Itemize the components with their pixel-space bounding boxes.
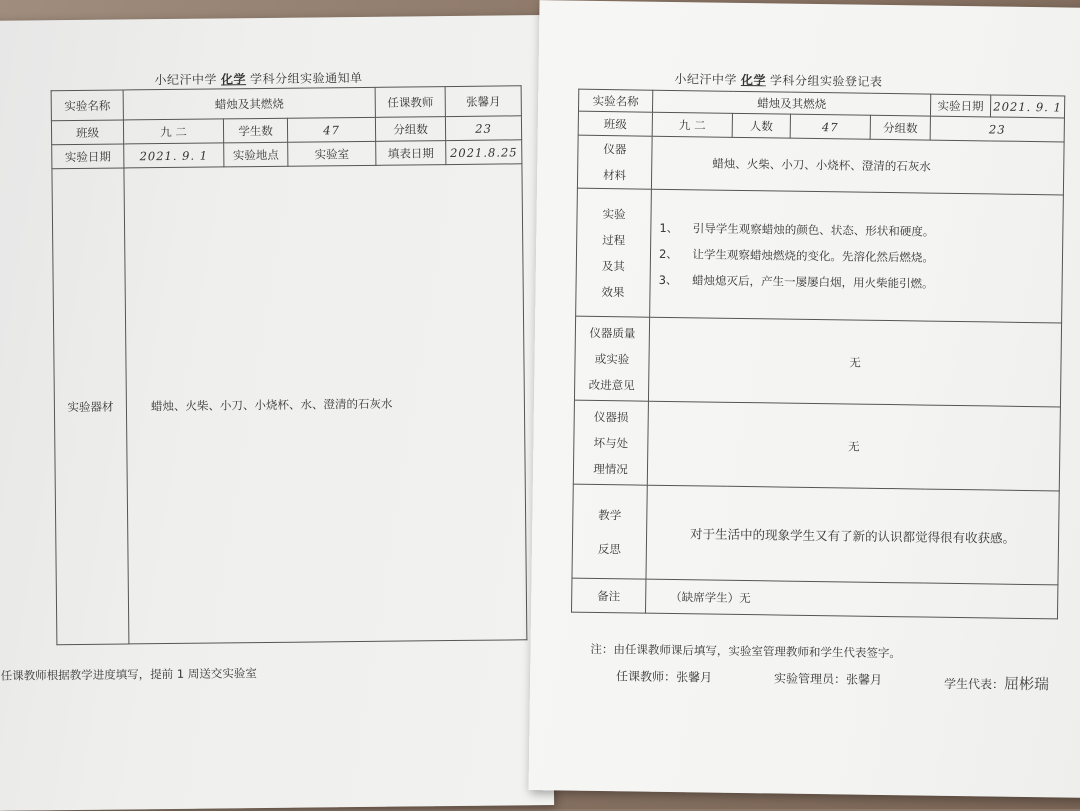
- student-count: 47: [287, 117, 375, 142]
- reflection-value: 对于生活中的现象学生又有了新的认识都觉得很有收获感。: [646, 485, 1059, 585]
- label-line: 坏与处: [593, 435, 629, 450]
- headcount: 47: [790, 114, 870, 139]
- label-process: [576, 188, 652, 317]
- label-damage: [573, 400, 648, 485]
- group-count: 23: [930, 116, 1064, 142]
- label-experiment-date: 实验日期: [52, 144, 124, 169]
- fill-date: 2021.8.25: [446, 140, 522, 165]
- step-text: 让学生观察蜡烛燃烧的变化。先溶化然后燃烧。: [692, 246, 935, 265]
- step-number: 2、: [658, 246, 678, 261]
- record-table: [571, 89, 1065, 620]
- label-headcount: 人数: [732, 113, 790, 138]
- label-class: 班级: [578, 111, 652, 136]
- label-line: 或实验: [594, 351, 630, 366]
- record-sheet-title: [674, 70, 882, 90]
- notice-sheet-title: [154, 69, 362, 88]
- label-line: 教学: [598, 507, 622, 522]
- teacher-signature-label: 任课教师：: [616, 669, 677, 685]
- quality-value: 无: [648, 317, 1061, 407]
- materials-list: 蜡烛、火柴、小刀、小烧杯、澄清的石灰水: [651, 136, 1064, 195]
- student-rep-signature: [944, 672, 1049, 694]
- label-materials: [577, 135, 652, 189]
- subject-name: 化学: [220, 72, 247, 87]
- manager-signature-label: 实验管理员：: [773, 671, 847, 687]
- teacher-signature-name: 张馨月: [676, 670, 713, 685]
- label-equipment: 实验器材: [52, 168, 129, 645]
- label-line: 效果: [601, 284, 625, 299]
- damage-value: 无: [647, 401, 1060, 491]
- student-rep-name: 屈彬瑞: [1003, 674, 1050, 694]
- label-remarks: 备注: [572, 578, 646, 613]
- step-text: 引导学生观察蜡烛的颜色、状态、形状和硬度。: [692, 220, 935, 239]
- process-steps: [650, 189, 1064, 323]
- label-group-count: 分组数: [375, 117, 445, 142]
- label-teacher: 任课教师: [375, 87, 445, 118]
- class-value: 九 二: [123, 119, 223, 144]
- label-class: 班级: [51, 120, 123, 145]
- group-count: 23: [445, 116, 521, 141]
- experiment-name: 蜡烛及其燃烧: [652, 90, 930, 116]
- form-name: 学科分组实验通知单: [249, 70, 363, 87]
- equipment-list: 蜡烛、火柴、小刀、小烧杯、水、澄清的石灰水: [124, 164, 527, 644]
- step-text: 蜡烛熄灭后，产生一屡屡白烟，用火柴能引燃。: [692, 272, 934, 291]
- label-line: 理情况: [593, 461, 628, 476]
- label-line: 及其: [601, 258, 625, 273]
- experiment-name: 蜡烛及其燃烧: [123, 87, 375, 120]
- label-line: 实验: [602, 206, 626, 221]
- record-sheet: [529, 0, 1080, 798]
- label-line: 仪器损: [593, 409, 629, 424]
- label-experiment-date: 实验日期: [930, 94, 990, 117]
- label-group-count: 分组数: [870, 115, 930, 140]
- label-experiment-name: 实验名称: [51, 90, 123, 121]
- label-line: 过程: [602, 232, 626, 247]
- label-experiment-name: 实验名称: [578, 89, 652, 112]
- label-line: 反思: [597, 541, 621, 556]
- subject-name: 化学: [740, 72, 767, 88]
- notice-sheet: [0, 15, 554, 811]
- label-fill-date: 填表日期: [376, 141, 446, 166]
- experiment-date: 2021. 9. 1: [990, 95, 1064, 118]
- teacher-signature: [616, 667, 712, 685]
- location-value: 实验室: [288, 141, 376, 166]
- notice-footer-note: 任课教师根据教学进度填写，提前 1 周送交实验室: [0, 666, 257, 683]
- form-name: 学科分组实验登记表: [769, 73, 883, 89]
- remarks-value: （缺席学生）无: [645, 579, 1057, 619]
- label-location: 实验地点: [224, 142, 288, 167]
- school-name: 小纪汗中学: [674, 72, 738, 87]
- signature-row: [616, 667, 1080, 698]
- record-footer-note: 注：由任课教师课后填写，实验室管理教师和学生代表签字。: [590, 641, 902, 661]
- step-number: 3、: [658, 272, 678, 287]
- manager-signature: [774, 669, 882, 688]
- manager-signature-name: 张馨月: [846, 672, 883, 687]
- notice-table: [51, 85, 528, 645]
- school-name: 小纪汗中学: [154, 72, 218, 88]
- label-line: 改进意见: [588, 377, 635, 392]
- step-number: 1、: [659, 220, 679, 235]
- process-step: [658, 266, 1059, 298]
- label-line: 材料: [603, 168, 627, 183]
- label-reflection: [572, 484, 647, 579]
- label-student-count: 学生数: [223, 118, 287, 143]
- experiment-date: 2021. 9. 1: [124, 143, 224, 168]
- label-quality: [574, 316, 649, 401]
- student-rep-label: 学生代表：: [943, 676, 1005, 692]
- teacher-name: 张馨月: [445, 86, 521, 117]
- label-line: 仪器: [603, 142, 627, 157]
- label-line: 仪器质量: [589, 325, 636, 340]
- class-value: 九 二: [652, 112, 732, 137]
